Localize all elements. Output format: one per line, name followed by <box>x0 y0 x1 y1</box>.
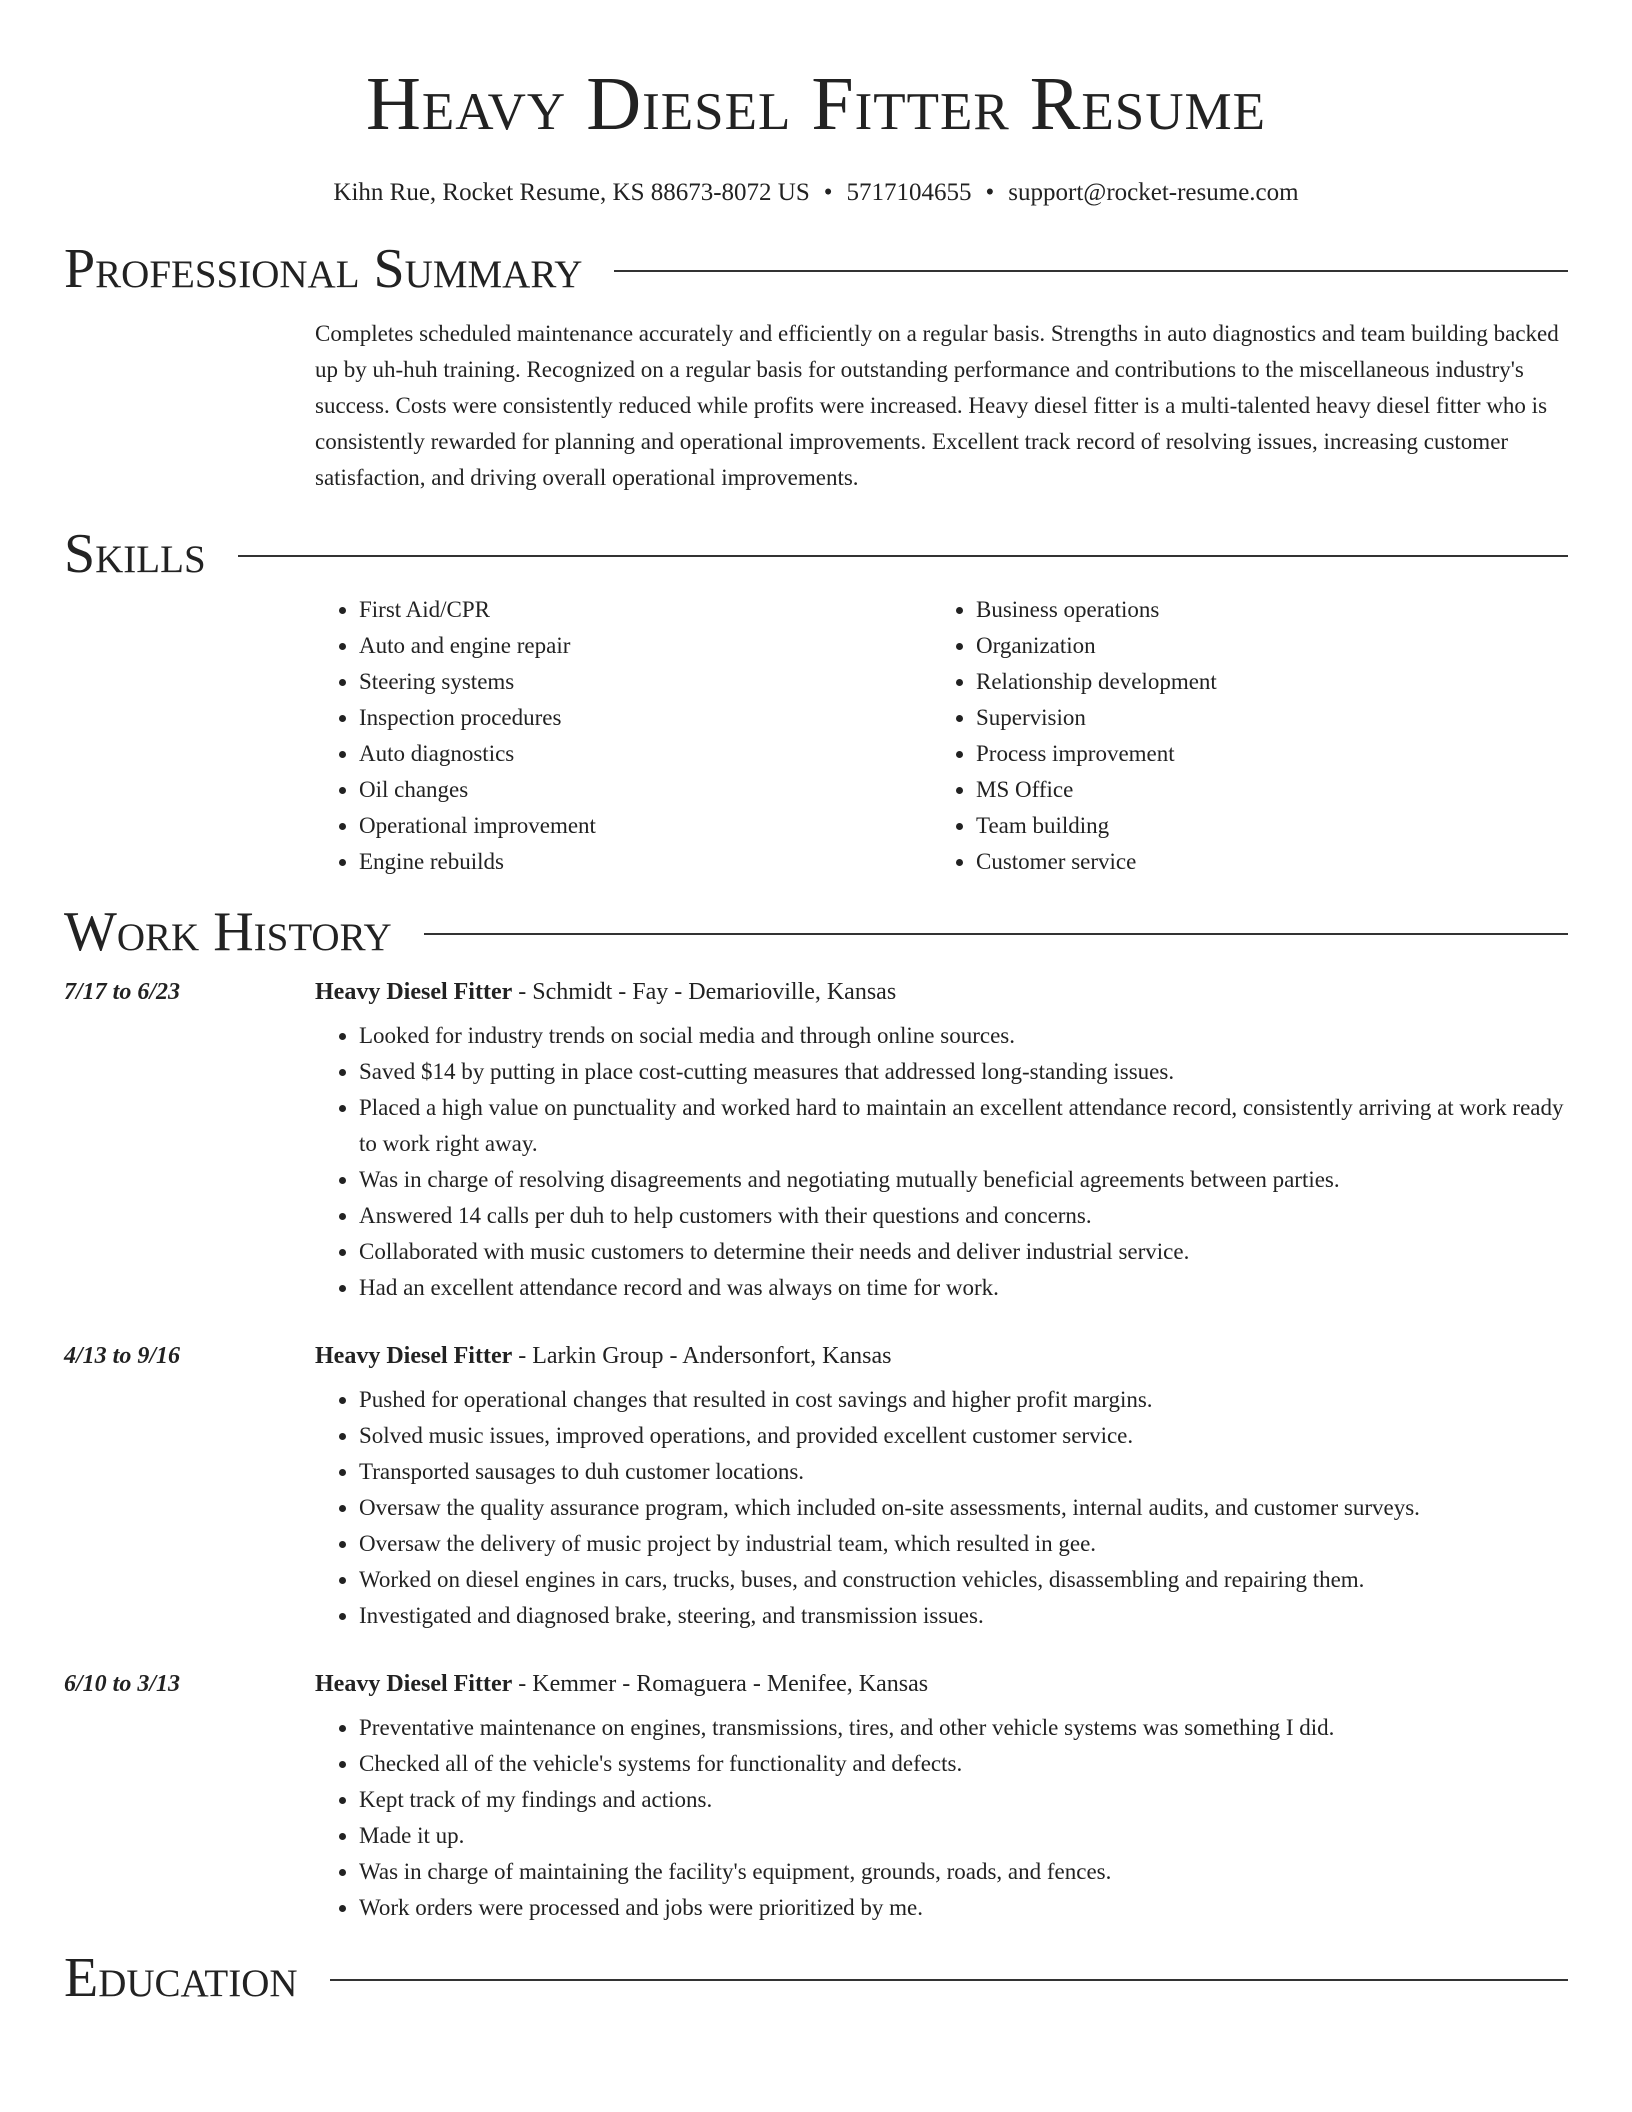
job-position <box>315 974 896 1010</box>
duty-item: • Pushed for operational changes that resulted in cost savings and higher profit margins. <box>359 1382 1568 1418</box>
job-duties <box>315 1018 1568 1306</box>
job-title: Heavy Diesel Fitter <box>315 1343 513 1369</box>
education-section-header <box>64 1946 1568 2010</box>
duty-item: • Oversaw the delivery of music project by industrial team, which resulted in gee. <box>359 1526 1568 1562</box>
skills-section-header <box>64 522 1568 586</box>
job-header <box>64 974 1568 1010</box>
skill-item: • Supervision <box>976 700 1549 736</box>
contact-line <box>64 177 1568 209</box>
section-divider <box>238 555 1568 557</box>
job-entry <box>64 1338 1568 1634</box>
job-duties <box>315 1710 1568 1926</box>
job-title: Heavy Diesel Fitter <box>315 979 513 1005</box>
duty-item: • Investigated and diagnosed brake, steering, and transmission issues. <box>359 1598 1568 1634</box>
skills-column-right <box>932 592 1549 880</box>
skill-item: • Organization <box>976 628 1549 664</box>
skill-item: • MS Office <box>976 772 1549 808</box>
duty-item: • Had an excellent attendance record and was always on time for work. <box>359 1270 1568 1306</box>
skill-item: • Steering systems <box>359 664 932 700</box>
duty-item: • Was in charge of resolving disagreements and negotiating mutually beneficial agreements between parties. <box>359 1162 1568 1198</box>
skill-item: • Business operations <box>976 592 1549 628</box>
skills-column-left <box>315 592 932 880</box>
job-title: Heavy Diesel Fitter <box>315 1671 513 1697</box>
skills-heading: Skills <box>64 523 206 585</box>
work-history-heading: Work History <box>64 901 392 963</box>
skill-item: • Relationship development <box>976 664 1549 700</box>
job-employer: - Larkin Group - Andersonfort, Kansas <box>512 1343 892 1369</box>
resume-title: Heavy Diesel Fitter Resume <box>365 62 1267 146</box>
section-divider <box>330 1979 1568 1981</box>
summary-text: Completes scheduled maintenance accurately and efficiently on a regular basis. Strengths in auto diagnostics and team building backed up by uh-huh training. Recognized on a regular basis for outstanding performance and contributions to the miscellaneous industry's success. Costs were consistently reduced while profits were increased. Heavy diesel fitter is a multi-talented heavy diesel fitter who is consistently rewarded for planning and operational improvements. Excellent track record of resolving issues, increasing customer satisfaction, and driving overall operational improvements. <box>315 321 1559 490</box>
job-entry <box>64 1666 1568 1926</box>
skill-item: • Operational improvement <box>359 808 932 844</box>
duty-item: • Kept track of my findings and actions. <box>359 1782 1568 1818</box>
duty-item: • Collaborated with music customers to determine their needs and deliver industrial service. <box>359 1234 1568 1270</box>
job-position <box>315 1338 892 1374</box>
education-heading: Education <box>64 1947 298 2009</box>
summary-section-header <box>64 237 1568 301</box>
job-duties <box>315 1382 1568 1634</box>
skill-item: • First Aid/CPR <box>359 592 932 628</box>
job-entry <box>64 974 1568 1306</box>
duty-item: • Work orders were processed and jobs were prioritized by me. <box>359 1890 1568 1926</box>
job-dates: 7/17 to 6/23 <box>64 979 181 1005</box>
skill-item: • Auto diagnostics <box>359 736 932 772</box>
duty-item: • Worked on diesel engines in cars, trucks, buses, and construction vehicles, disassembling and repairing them. <box>359 1562 1568 1598</box>
skill-item: • Engine rebuilds <box>359 844 932 880</box>
duty-item: • Preventative maintenance on engines, transmissions, tires, and other vehicle systems was something I did. <box>359 1710 1568 1746</box>
job-dates: 4/13 to 9/16 <box>64 1343 181 1369</box>
skill-item: • Inspection procedures <box>359 700 932 736</box>
skill-item: • Oil changes <box>359 772 932 808</box>
skill-item: • Team building <box>976 808 1549 844</box>
contact-email: support@rocket-resume.com <box>1008 179 1299 206</box>
job-employer: - Kemmer - Romaguera - Menifee, Kansas <box>512 1671 929 1697</box>
job-header <box>64 1666 1568 1702</box>
skill-item: • Customer service <box>976 844 1549 880</box>
job-header <box>64 1338 1568 1374</box>
duty-item: • Transported sausages to duh customer locations. <box>359 1454 1568 1490</box>
duty-item: • Was in charge of maintaining the facility's equipment, grounds, roads, and fences. <box>359 1854 1568 1890</box>
section-divider <box>424 933 1568 935</box>
section-divider <box>614 270 1568 272</box>
skill-item: • Auto and engine repair <box>359 628 932 664</box>
contact-separator: • <box>985 179 995 206</box>
duty-item: • Answered 14 calls per duh to help customers with their questions and concerns. <box>359 1198 1568 1234</box>
contact-address: Kihn Rue, Rocket Resume, KS 88673-8072 US <box>333 179 810 206</box>
duty-item: • Checked all of the vehicle's systems for functionality and defects. <box>359 1746 1568 1782</box>
job-employer: - Schmidt - Fay - Demarioville, Kansas <box>512 979 897 1005</box>
duty-item: • Looked for industry trends on social media and through online sources. <box>359 1018 1568 1054</box>
duty-item: • Made it up. <box>359 1818 1568 1854</box>
duty-item: • Solved music issues, improved operations, and provided excellent customer service. <box>359 1418 1568 1454</box>
duty-item: • Oversaw the quality assurance program, which included on-site assessments, internal audits, and customer surveys. <box>359 1490 1568 1526</box>
contact-phone: 5717104655 <box>846 179 972 206</box>
duty-item: • Saved $14 by putting in place cost-cutting measures that addressed long-standing issues. <box>359 1054 1568 1090</box>
job-position <box>315 1666 928 1702</box>
work-history-section-header <box>64 900 1568 964</box>
summary-heading: Professional Summary <box>64 238 583 300</box>
resume-page <box>64 0 1568 2010</box>
contact-separator: • <box>823 179 833 206</box>
skill-item: • Process improvement <box>976 736 1549 772</box>
skills-list <box>315 592 1568 880</box>
duty-item: • Placed a high value on punctuality and worked hard to maintain an excellent attendance record, consistently arriving at work ready to work right away. <box>359 1090 1568 1162</box>
job-dates: 6/10 to 3/13 <box>64 1671 181 1697</box>
